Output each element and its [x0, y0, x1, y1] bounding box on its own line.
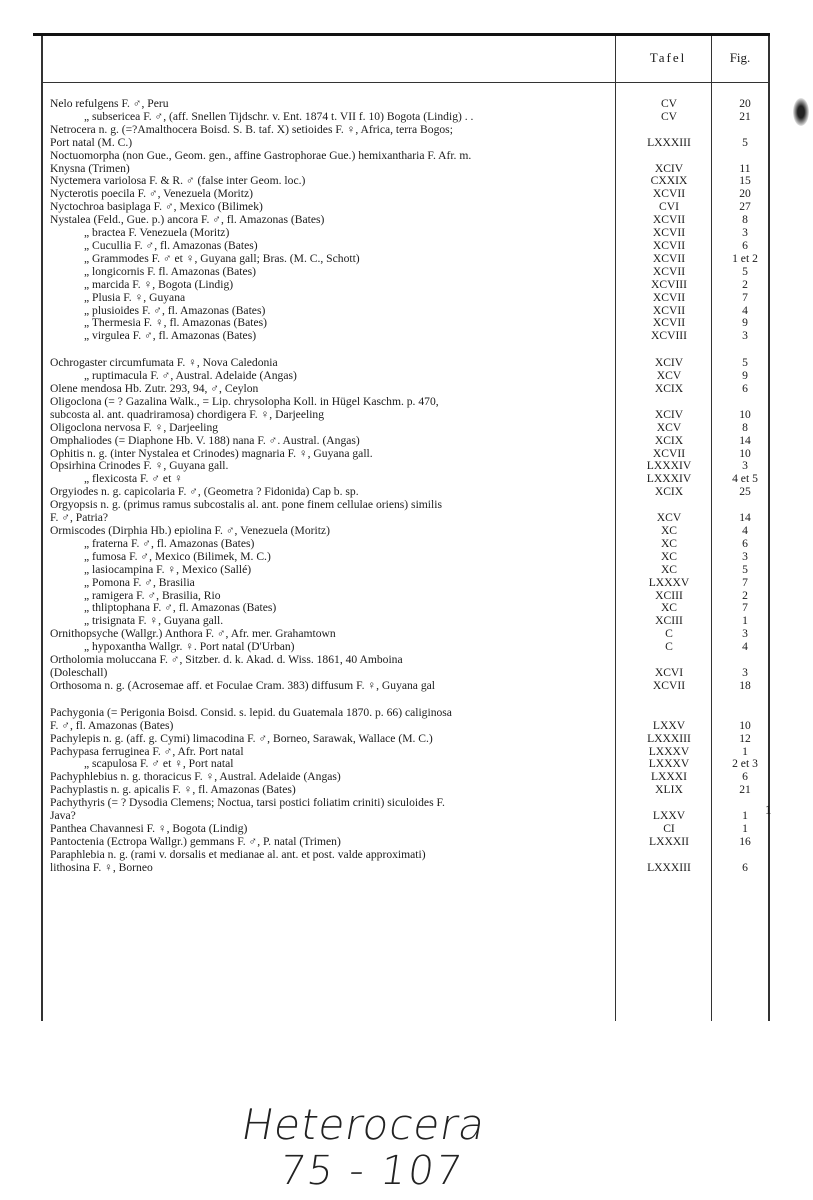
entry-text: „ scapulosa F. ♂ et ♀, Port natal	[84, 758, 234, 771]
entry-text: Pachylepis n. g. (aff. g. Cymi) limacodina F. ♂, Borneo, Sarawak, Wallace (M. C.)	[50, 732, 433, 745]
entry-fig: 10	[739, 446, 751, 460]
index-entry	[50, 810, 768, 823]
entry-tafel: XCVII	[652, 446, 686, 460]
entry-text: Orgyopsis n. g. (primus ramus subcostalis al. ant. pone finem cellulae oriens) similis	[50, 499, 442, 512]
entry-tafel: LXXXV	[648, 757, 690, 771]
entry-text: Nycterotis poecila F. ♂, Venezuela (Moritz)	[50, 188, 253, 201]
top-rule	[33, 33, 770, 36]
entry-tafel: C	[665, 640, 673, 654]
handwritten-note-line1: Heterocera	[237, 1100, 491, 1149]
index-entry	[50, 150, 768, 163]
entry-fig: 5	[742, 356, 748, 370]
entry-text: Pachythyris (= ? Dysodia Clemens; Noctua, tarsi postici foliatim criniti) siculoides F.	[50, 797, 445, 810]
entry-tafel: CXXIX	[650, 174, 688, 188]
index-entry	[50, 137, 768, 150]
left-rule	[41, 36, 43, 1021]
entry-text: (Doleschall)	[50, 666, 108, 679]
entry-fig: 9	[742, 369, 748, 383]
entry-tafel: CV	[660, 109, 678, 123]
entry-text: „ fraterna F. ♂, fl. Amazonas (Bates)	[84, 537, 255, 550]
entry-fig: 7	[742, 601, 748, 615]
entry-text: „ Thermesia F. ♀, fl. Amazonas (Bates)	[84, 317, 268, 330]
index-entry	[50, 396, 768, 409]
entry-tafel: LXXXV	[648, 744, 690, 758]
section-gap	[50, 343, 768, 357]
entry-tafel: XCVII	[652, 316, 686, 330]
entry-fig: 6	[742, 536, 748, 550]
entry-fig: 7	[742, 290, 748, 304]
index-entry	[50, 525, 768, 538]
index-entry	[50, 628, 768, 641]
entry-tafel: XCV	[656, 511, 682, 525]
entry-text: lithosina F. ♀, Borneo	[50, 861, 153, 874]
entry-fig: 12	[739, 731, 751, 745]
entry-fig: 6	[742, 238, 748, 252]
entry-tafel: XCIV	[654, 161, 684, 175]
entry-tafel: XC	[660, 524, 678, 537]
entry-fig: 18	[739, 678, 751, 692]
entry-text: „ lasiocampina F. ♀, Mexico (Sallé)	[84, 563, 252, 576]
index-entry	[50, 551, 768, 564]
entry-tafel: XCIII	[655, 614, 683, 628]
index-entry	[50, 707, 768, 720]
index-entry	[50, 641, 768, 654]
index-entry	[50, 422, 768, 435]
index-entry	[50, 564, 768, 577]
entry-fig: 11	[739, 161, 751, 175]
index-entry	[50, 577, 768, 590]
entry-fig: 2 et 3	[732, 757, 758, 771]
entry-fig: 3	[742, 549, 748, 563]
entry-fig: 21	[739, 109, 751, 123]
section-gap	[50, 693, 768, 707]
entry-tafel: XC	[660, 549, 678, 563]
index-entry	[50, 435, 768, 448]
entry-text: „ ramigera F. ♂, Brasilia, Rio	[84, 589, 221, 602]
entry-text: „ longicornis F. fl. Amazonas (Bates)	[84, 265, 256, 278]
entry-text: Nelo refulgens F. ♂, Peru	[50, 98, 169, 110]
entry-text: „ thliptophana F. ♂, fl. Amazonas (Bates)	[84, 602, 277, 615]
entry-text: „ flexicosta F. ♂ et ♀	[84, 473, 183, 486]
entry-text: „ fumosa F. ♂, Mexico (Bilimek, M. C.)	[84, 550, 271, 563]
entry-tafel: XLIX	[655, 783, 683, 797]
entry-text: Pantoctenia (Ectropa Wallgr.) gemmans F. ♂, P. natal (Trimen)	[50, 835, 341, 848]
entry-fig: 6	[742, 860, 748, 874]
entry-text: „ ruptimacula F. ♂, Austral. Adelaide (Angas)	[84, 370, 297, 383]
entry-text: Nyctemera variolosa F. & R. ♂ (false inter Geom. loc.)	[50, 175, 306, 188]
entry-fig: 21	[739, 783, 751, 797]
entry-tafel: XCIV	[654, 407, 684, 421]
entry-text: Opsirhina Crinodes F. ♀, Guyana gall.	[50, 460, 229, 473]
page-marker: 1	[765, 802, 772, 817]
entry-text: Netrocera n. g. (=?Amalthocera Boisd. S. B. taf. X) setioides F. ♀, Africa, terra Bogos;	[50, 123, 453, 136]
entry-text: Java?	[50, 810, 76, 823]
entry-text: „ Pomona F. ♂, Brasilia	[84, 576, 195, 589]
index-entry	[50, 383, 768, 396]
entry-text: Nystalea (Feld., Gue. p.) ancora F. ♂, fl. Amazonas (Bates)	[50, 214, 325, 227]
entry-fig: 3	[742, 329, 748, 343]
entry-tafel: LXXXIII	[647, 135, 691, 149]
entry-fig: 1	[742, 744, 748, 758]
entry-tafel: LXXXII	[649, 834, 689, 848]
entry-tafel: XCIX	[654, 433, 684, 447]
entry-tafel: XCVIII	[650, 277, 688, 291]
index-entry	[50, 680, 768, 693]
ink-smudge	[793, 98, 809, 126]
entry-fig: 8	[742, 420, 748, 434]
entry-text: „ virgulea F. ♂, fl. Amazonas (Bates)	[84, 330, 257, 343]
index-entry	[50, 409, 768, 422]
entry-fig: 2	[742, 588, 748, 602]
entry-fig: 5	[742, 562, 748, 576]
entry-tafel: CV	[660, 97, 678, 110]
entry-text: Olene mendosa Hb. Zutr. 293, 94, ♂, Ceylon	[50, 383, 259, 396]
entry-tafel: XCVII	[652, 678, 686, 692]
entry-text: F. ♂, fl. Amazonas (Bates)	[50, 719, 174, 732]
entry-fig: 10	[739, 407, 751, 421]
entry-text: Ochrogaster circumfumata F. ♀, Nova Caledonia	[50, 357, 278, 370]
index-entry	[50, 292, 768, 305]
index-entry	[50, 98, 768, 111]
entry-tafel: XCVII	[652, 290, 686, 304]
entry-tafel: XCVII	[652, 264, 686, 278]
entry-fig: 1	[742, 821, 748, 835]
index-entry	[50, 720, 768, 733]
entry-text: Pachyphlebius n. g. thoracicus F. ♀, Austral. Adelaide (Angas)	[50, 771, 341, 784]
entry-text: F. ♂, Patria?	[50, 512, 108, 525]
entry-text: Oligoclona (= ? Gazalina Walk., = Lip. chrysolopha Koll. in Hügel Kaschm. p. 470,	[50, 395, 439, 408]
entry-text: Ormiscodes (Dirphia Hb.) epiolina F. ♂, Venezuela (Moritz)	[50, 525, 330, 537]
entry-text: Noctuomorpha (non Gue., Geom. gen., affine Gastrophorae Gue.) hemixantharia F. Afr. m.	[50, 149, 472, 162]
entry-fig: 1	[742, 809, 748, 823]
entry-fig: 4	[742, 303, 748, 317]
entry-text: „ Plusia F. ♀, Guyana	[84, 291, 186, 304]
entry-tafel: LXXV	[652, 809, 686, 823]
entry-fig: 3	[742, 627, 748, 641]
entry-fig: 20	[739, 187, 751, 201]
entry-tafel: XCVII	[652, 213, 686, 227]
index-entry	[50, 266, 768, 279]
entry-tafel: LXXXIII	[647, 731, 691, 745]
entry-fig: 1	[742, 614, 748, 628]
entry-tafel: XCIV	[654, 356, 684, 370]
entry-tafel: XCVII	[652, 226, 686, 240]
entry-text: Pachypasa ferruginea F. ♂, Afr. Port natal	[50, 745, 244, 758]
header-rule	[43, 82, 768, 83]
entry-text: „ subsericea F. ♂, (aff. Snellen Tijdschr. v. Ent. 1874 t. VII f. 10) Bogota (Lindig) . .	[84, 110, 474, 123]
index-entry	[50, 240, 768, 253]
entry-text: Knysna (Trimen)	[50, 162, 130, 175]
header-tafel: Tafel	[649, 50, 687, 65]
entry-tafel: XCVII	[652, 238, 686, 252]
entry-fig: 16	[739, 834, 751, 848]
entry-text: Omphaliodes (= Diaphone Hb. V. 188) nana F. ♂. Austral. (Angas)	[50, 434, 360, 447]
entry-tafel: XC	[660, 562, 678, 576]
entry-tafel: LXXXIII	[647, 860, 691, 874]
entry-fig: 6	[742, 382, 748, 396]
entry-text: „ trisignata F. ♀, Guyana gall.	[84, 615, 224, 628]
right-rule	[768, 36, 770, 1021]
index-entry	[50, 124, 768, 137]
entry-tafel: LXXV	[652, 718, 686, 732]
entry-text: „ marcida F. ♀, Bogota (Lindig)	[84, 278, 234, 291]
entry-tafel: LXXXIV	[646, 472, 692, 486]
entry-fig: 3	[742, 226, 748, 240]
entry-tafel: C	[665, 627, 673, 641]
entry-tafel: XCIX	[654, 485, 684, 499]
index-entry	[50, 615, 768, 628]
entry-tafel: XCIII	[655, 588, 683, 602]
index-entry	[50, 538, 768, 551]
entry-tafel: CI	[663, 821, 675, 835]
entry-tafel: XCIX	[654, 382, 684, 396]
index-entry	[50, 784, 768, 797]
entry-text: Port natal (M. C.)	[50, 136, 133, 149]
index-entry	[50, 836, 768, 849]
entry-fig: 27	[739, 200, 751, 214]
entry-text: „ Grammodes F. ♂ et ♀, Guyana gall; Bras. (M. C., Schott)	[84, 252, 360, 265]
entry-fig: 4	[742, 640, 748, 654]
entry-tafel: XC	[660, 601, 678, 615]
entry-tafel: XCVII	[652, 251, 686, 265]
entry-tafel: XCVI	[654, 665, 684, 679]
entry-tafel: LXXXV	[648, 575, 690, 589]
entry-fig: 10	[739, 718, 751, 732]
entry-text: Pachygonia (= Perigonia Boisd. Consid. s. lepid. du Guatemala 1870. p. 66) caliginosa	[50, 706, 452, 719]
entry-fig: 2	[742, 277, 748, 291]
entry-text: „ plusioides F. ♂, fl. Amazonas (Bates)	[84, 304, 266, 317]
entry-fig: 3	[742, 665, 748, 679]
entry-fig: 4	[742, 524, 748, 537]
index-entry	[50, 849, 768, 862]
entry-fig: 3	[742, 459, 748, 473]
index-entry	[50, 253, 768, 266]
index-entry	[50, 279, 768, 292]
entry-text: Ornithopsyche (Wallgr.) Anthora F. ♂, Afr. mer. Grahamtown	[50, 628, 336, 641]
entry-text: Ortholomia moluccana F. ♂, Sitzber. d. k. Akad. d. Wiss. 1861, 40 Amboina	[50, 654, 403, 667]
entry-fig: 20	[739, 97, 751, 110]
entry-text: „ Cucullia F. ♂, fl. Amazonas (Bates)	[84, 239, 258, 252]
entry-fig: 14	[739, 511, 751, 525]
entry-tafel: LXXXI	[650, 770, 688, 784]
entry-tafel: XCV	[656, 420, 682, 434]
index-entry	[50, 823, 768, 836]
handwritten-note-line2: 75 - 107	[276, 1148, 467, 1194]
entry-fig: 25	[739, 485, 751, 499]
entry-fig: 7	[742, 575, 748, 589]
entry-text: Paraphlebia n. g. (rami v. dorsalis et medianae al. ant. et post. valde approximati)	[50, 848, 426, 861]
index-entry	[50, 486, 768, 499]
entry-text: subcosta al. ant. quadriramosa) chordigera F. ♀, Darjeeling	[50, 408, 325, 421]
entry-text: Panthea Chavannesi F. ♀, Bogota (Lindig)	[50, 822, 248, 835]
entry-fig: 14	[739, 433, 751, 447]
entry-text: Oligoclona nervosa F. ♀, Darjeeling	[50, 421, 219, 434]
entry-text: „ bractea F. Venezuela (Moritz)	[84, 227, 230, 240]
entry-tafel: XC	[660, 536, 678, 550]
entry-list	[50, 98, 768, 875]
entry-tafel: XCVIII	[650, 329, 688, 343]
entry-text: Orgyiodes n. g. capicolaria F. ♂, (Geometra ? Fidonida) Cap b. sp.	[50, 486, 359, 499]
index-entry	[50, 667, 768, 680]
entry-tafel: XCVII	[652, 303, 686, 317]
entry-fig: 15	[739, 174, 751, 188]
entry-tafel: XCV	[656, 369, 682, 383]
index-entry	[50, 330, 768, 343]
entry-fig: 5	[742, 135, 748, 149]
entry-fig: 4 et 5	[732, 472, 758, 486]
index-entry	[50, 733, 768, 746]
entry-text: Nyctochroa basiplaga F. ♂, Mexico (Bilimek)	[50, 201, 263, 214]
index-entry	[50, 111, 768, 124]
entry-tafel: LXXXIV	[646, 459, 692, 473]
entry-text: Pachyplastis n. g. apicalis F. ♀, fl. Amazonas (Bates)	[50, 784, 296, 797]
entry-text: Orthosoma n. g. (Acrosemae aff. et Foculae Cram. 383) diffusum F. ♀, Guyana gal	[50, 679, 436, 692]
entry-text: Ophitis n. g. (inter Nystalea et Crinodes) magnaria F. ♀, Guyana gall.	[50, 447, 373, 460]
entry-fig: 6	[742, 770, 748, 784]
entry-fig: 8	[742, 213, 748, 227]
index-entry	[50, 862, 768, 875]
entry-fig: 1 et 2	[732, 251, 758, 265]
entry-fig: 9	[742, 316, 748, 330]
entry-fig: 5	[742, 264, 748, 278]
entry-tafel: XCVII	[652, 187, 686, 201]
header-fig: Fig.	[729, 50, 751, 65]
entry-tafel: CVI	[659, 200, 679, 214]
entry-text: „ hypoxantha Wallgr. ♀. Port natal (D'Urban)	[84, 641, 295, 654]
